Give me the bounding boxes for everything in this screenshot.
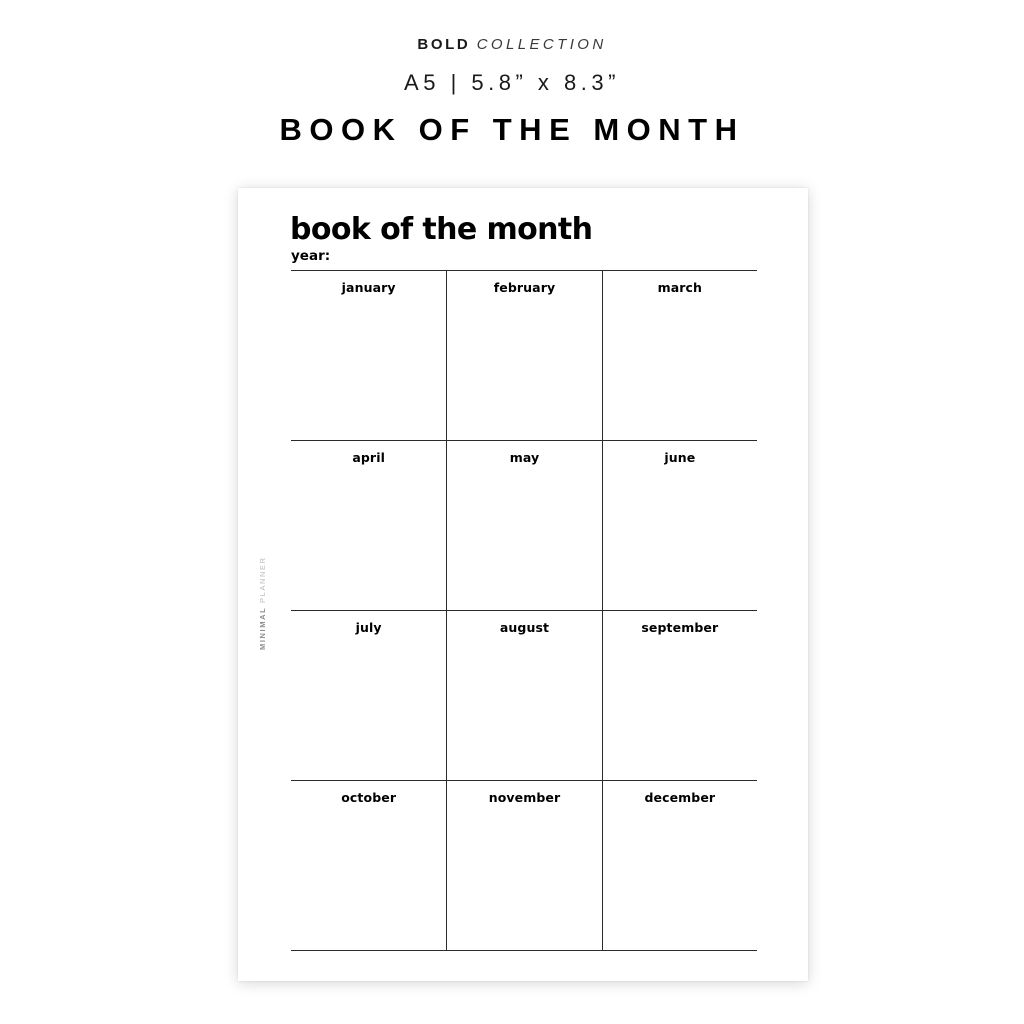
brand-watermark [258, 530, 272, 650]
months-row [291, 440, 757, 610]
months-row [291, 780, 757, 951]
watermark-bold-text: MINIMAL [258, 606, 267, 650]
month-label: november [488, 790, 561, 805]
month-cell-july[interactable] [291, 611, 446, 780]
collection-light-text: COLLECTION [476, 36, 607, 53]
header-block [0, 36, 1024, 148]
month-cell-april[interactable] [291, 441, 446, 610]
month-cell-february[interactable] [446, 271, 601, 440]
month-label: january [341, 280, 396, 295]
month-label: march [657, 280, 703, 295]
month-cell-october[interactable] [291, 781, 446, 950]
months-row [291, 270, 757, 440]
year-field-label[interactable]: year: [291, 248, 331, 264]
month-cell-may[interactable] [446, 441, 601, 610]
month-label: february [493, 280, 556, 295]
watermark-light-text: PLANNER [258, 556, 267, 604]
month-label: september [641, 620, 719, 635]
month-cell-december[interactable] [602, 781, 757, 950]
planner-sheet-content [238, 188, 808, 981]
month-cell-june[interactable] [602, 441, 757, 610]
collection-bold-text: BOLD [417, 36, 471, 53]
page-title: BOOK OF THE MONTH [279, 112, 745, 147]
months-grid [291, 270, 757, 946]
month-cell-september[interactable] [602, 611, 757, 780]
collection-line [0, 36, 1024, 54]
month-cell-august[interactable] [446, 611, 601, 780]
month-cell-january[interactable] [291, 271, 446, 440]
month-label: june [664, 450, 696, 465]
month-cell-november[interactable] [446, 781, 601, 950]
size-label: A5 | 5.8” x 8.3” [404, 70, 620, 95]
month-cell-march[interactable] [602, 271, 757, 440]
month-label: april [352, 450, 385, 465]
month-label: august [499, 620, 550, 635]
month-label: december [644, 790, 716, 805]
planner-sheet [238, 188, 808, 981]
planner-heading: book of the month [290, 212, 593, 247]
month-label: october [341, 790, 397, 805]
month-label: may [509, 450, 540, 465]
months-row [291, 610, 757, 780]
month-label: july [355, 620, 382, 635]
